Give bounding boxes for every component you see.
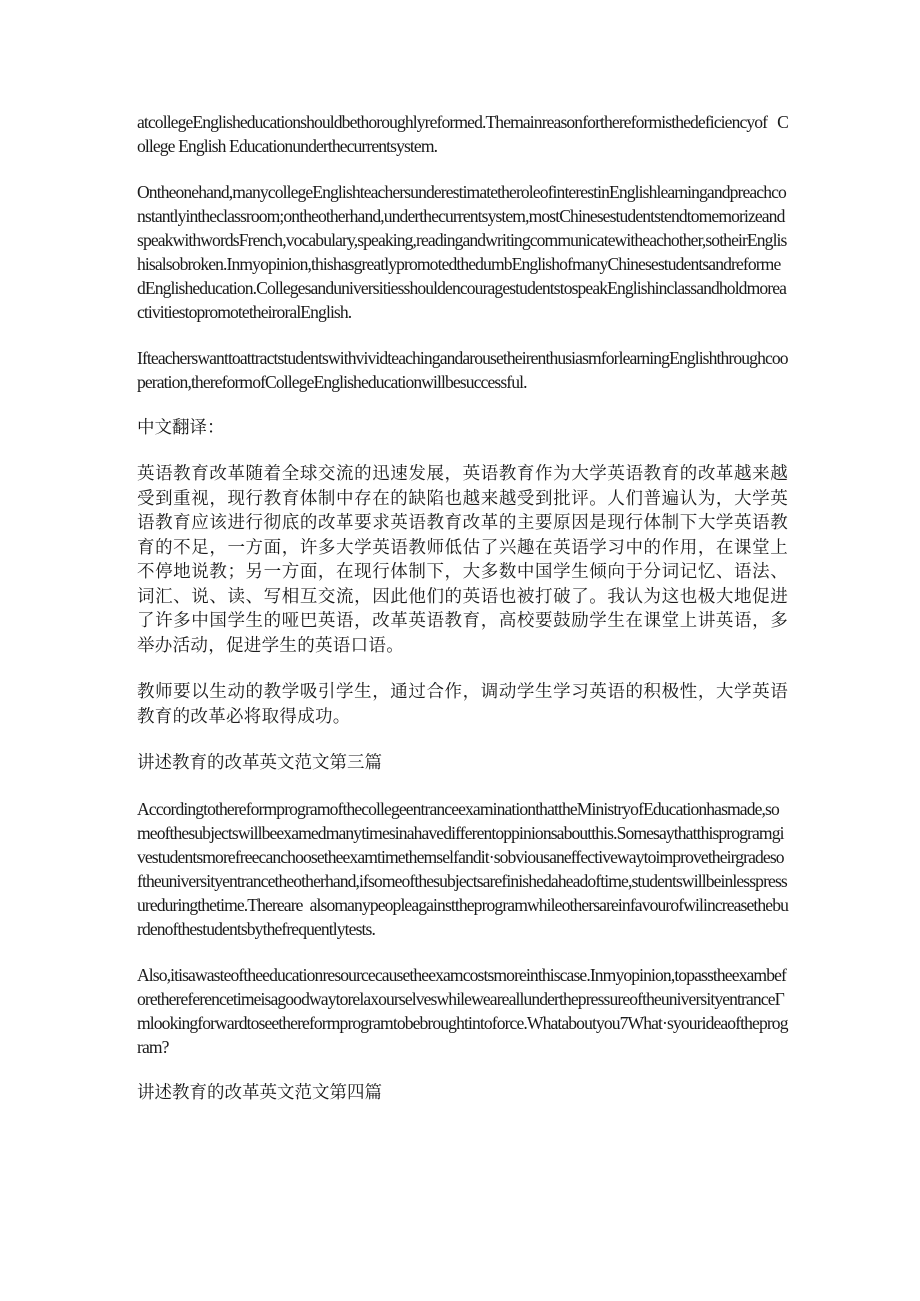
english-paragraph: Ontheonehand,manycollegeEnglishteachersunderestimatetheroleofinterestinEnglishlearningandpreachconstantlyintheclassroom;ontheotherhand,underthecurrentsystem,mostChinesestudentstendtomemorizeandspeakwithwordsFrench,vocabulary,speaking,readingandwritingcommunicatewitheachother,sotheirEnglishisalsobroken.Inmyopinion,thishasgreatlypromotedthedumbEnglishofmanyChinesestudentsandreformedEnglisheducation.CollegesanduniversitiesshouldencouragestudentstospeakEnglishinclassandholdmoreactivitiestopromotetheiroralEnglish. — [137, 182, 787, 322]
english-paragraph: atcollegeEnglisheducationshouldbethoroughlyreformed.Themainreasonforthereformisthedeficiencyof College English Educationunderthecurrentsystem. — [137, 112, 788, 156]
section-heading-three: 讲述教育的改革英文范文第三篇 — [137, 753, 382, 773]
translation-label: 中文翻译： — [137, 418, 225, 438]
document-page — [137, 110, 788, 1127]
chinese-paragraph: 英语教育改革随着全球交流的迅速发展，英语教育作为大学英语教育的改革越来越受到重视，现行教育体制中存在的缺陷也越来越受到批评。人们普遍认为，大学英语教育应该进行彻底的改革要求英语教育改革的主要原因是现行体制下大学英语教育的不足，一方面，许多大学英语教师低估了兴趣在英语学习中的作用，在课堂上不停地说教；另一方面，在现行体制下，大多数中国学生倾向于分词记忆、语法、词汇、说、读、写相互交流，因此他们的英语也被打破了。我认为这也极大地促进了许多中国学生的哑巴英语，改革英语教育，高校要鼓励学生在课堂上讲英语，多举办活动，促进学生的英语口语。 — [137, 464, 788, 656]
section-heading-four: 讲述教育的改革英文范文第四篇 — [137, 1083, 382, 1103]
english-paragraph: AccordingtothereformprogramofthecollegeentranceexaminationthattheMinistryofEducationhasmade,someofthesubjectswillbeexamedmanytimesinahavedifferentoppinionsaboutthis.Somesaythatthisprogramgivestudentsmorefreecanchoosetheexamtimethemselfandit·sobviousaneffectivewaytoimprovetheirgradesoftheuniversityentrancetheotherhand,ifsomeofthesubjectsarefinishedaheadoftime,studentswillbeinlesspressureduringthetime.Thereare alsomanypeopleagainsttheprogramwhileothersareinfavourofwilincreasetheburdenofthestudentsbythefrequentlytests. — [137, 799, 788, 939]
chinese-paragraph: 教师要以生动的教学吸引学生，通过合作，调动学生学习英语的积极性，大学英语教育的改革必将取得成功。 — [137, 682, 788, 727]
english-paragraph: Also,itisawasteoftheeducationresourcecausetheexamcostsmoreinthiscase.Inmyopinion,topasstheexambeforethereferencetimeisagoodwaytorelaxourselveswhileweareallunderthepressureoftheuniversityentranceΓmlookingforwardtoseethereformprogramtobebroughtintoforce.Whataboutyou7What·syourideaoftheprogram? — [137, 965, 788, 1057]
english-paragraph: IfteacherswanttoattractstudentswithvividteachingandarousetheirenthusiasmforlearningEnglishthroughcooperation,thereformofCollegeEnglisheducationwillbesuccessful. — [137, 348, 788, 392]
